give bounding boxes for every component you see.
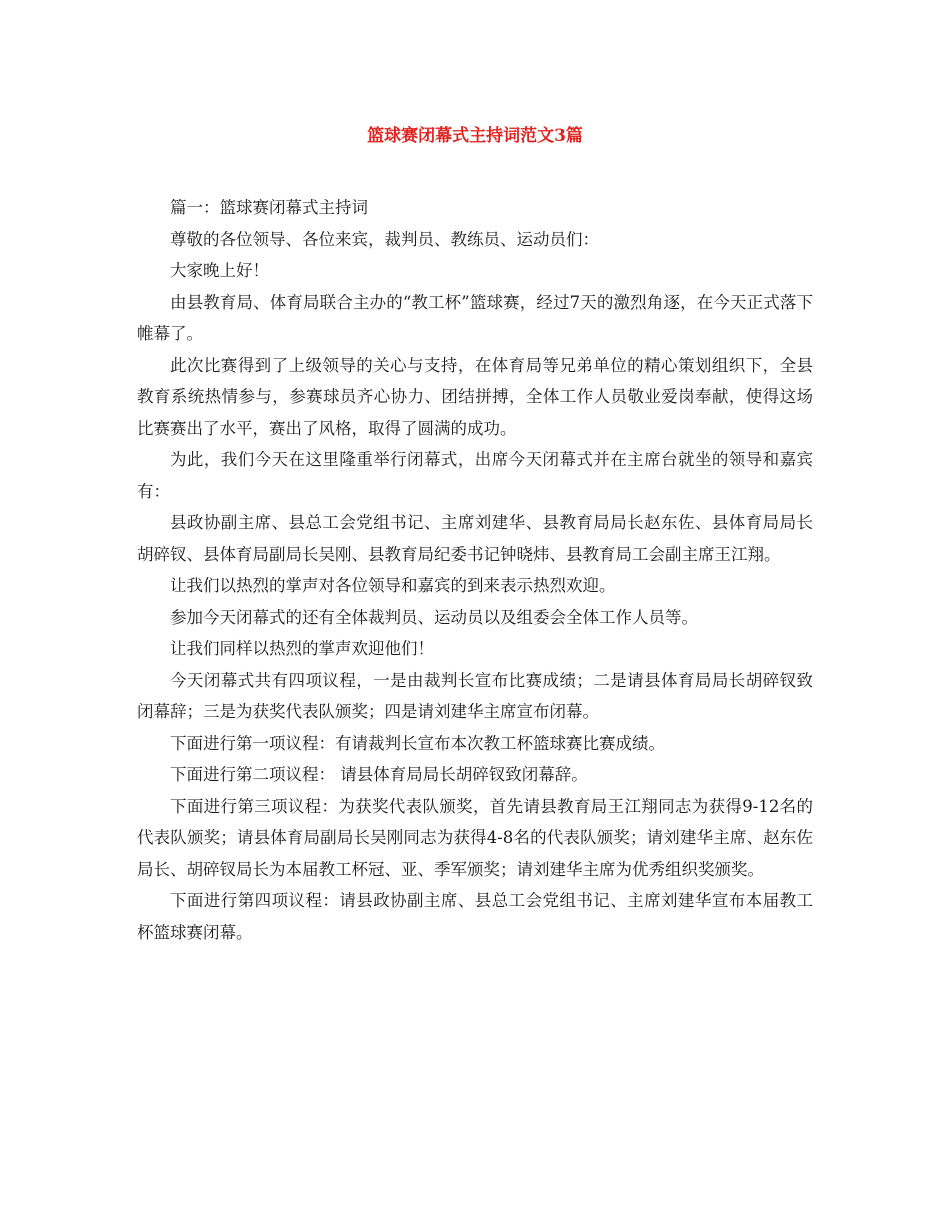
paragraph-salutation: 尊敬的各位领导、各位来宾，裁判员、教练员、运动员们： [170, 229, 599, 249]
paragraph: 下面进行第三项议程：为获奖代表队颁奖，首先请县教育局王江翔同志为获得9-12名的代表队颁奖；请县体育局副局长吴刚同志为获得4-8名的代表队颁奖；请刘建华主席、赵东佐局长、胡碎钗局长为本届教工杯冠、亚、季军颁奖；请刘建华主席为优秀组织奖颁奖。 [137, 796, 813, 879]
paragraph: 今天闭幕式共有四项议程，一是由裁判长宣布比赛成绩；二是请县体育局局长胡碎钗致闭幕辞；三是为获奖代表队颁奖；四是请刘建华主席宣布闭幕。 [137, 670, 813, 721]
paragraph: 为此，我们今天在这里隆重举行闭幕式，出席今天闭幕式并在主席台就坐的领导和嘉宾有： [137, 450, 813, 501]
paragraph: 县政协副主席、县总工会党组书记、主席刘建华、县教育局局长赵东佐、县体育局局长胡碎钗、县体育局副局长吴刚、县教育局纪委书记钟晓炜、县教育局工会副主席王江翔。 [137, 513, 813, 564]
paragraph: 下面进行第二项议程： 请县体育局局长胡碎钗致闭幕辞。 [170, 765, 588, 784]
paragraph: 参加今天闭幕式的还有全体裁判员、运动员以及组委会全体工作人员等。 [170, 607, 698, 627]
document-body [137, 192, 813, 948]
paragraph-greeting: 大家晚上好！ [170, 261, 269, 280]
paragraph-section-heading: 篇一：篮球赛闭幕式主持词 [170, 198, 368, 217]
paragraph: 下面进行第一项议程：有请裁判长宣布本次教工杯篮球赛比赛成绩。 [170, 733, 665, 753]
document-title: 篮球赛闭幕式主持词范文3篇 [367, 126, 583, 146]
paragraph: 让我们以热烈的掌声对各位领导和嘉宾的到来表示热烈欢迎。 [170, 576, 616, 595]
paragraph: 此次比赛得到了上级领导的关心与支持，在体育局等兄弟单位的精心策划组织下，全县教育系统热情参与，参赛球员齐心协力、团结拼搏，全体工作人员敬业爱岗奉献，使得这场比赛赛出了水平，赛出了风格，取得了圆满的成功。 [137, 355, 813, 438]
paragraph: 下面进行第四项议程：请县政协副主席、县总工会党组书记、主席刘建华宣布本届教工杯篮球赛闭幕。 [137, 891, 813, 942]
paragraph: 由县教育局、体育局联合主办的“教工杯”篮球赛，经过7天的激烈角逐，在今天正式落下帷幕了。 [137, 292, 813, 343]
paragraph: 让我们同样以热烈的掌声欢迎他们！ [170, 639, 434, 658]
